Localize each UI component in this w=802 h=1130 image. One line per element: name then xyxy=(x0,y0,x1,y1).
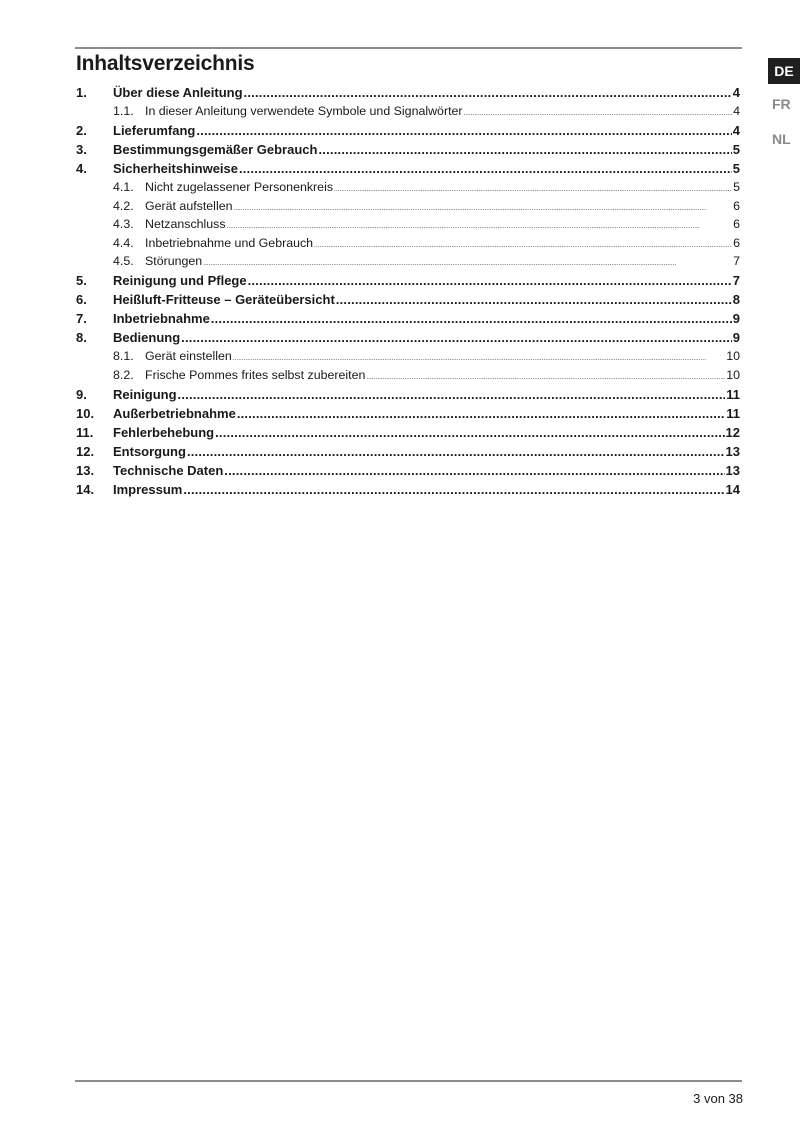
toc-dot-leader xyxy=(314,242,732,249)
toc-entry-title: Reinigung und Pflege xyxy=(113,272,247,288)
page-number: 3 von 38 xyxy=(693,1091,743,1106)
toc-entry-title: Technische Daten xyxy=(113,462,224,478)
toc-dot-leader xyxy=(464,110,733,117)
toc-dot-leader xyxy=(318,142,731,157)
toc-entry-title: Reinigung xyxy=(113,386,177,402)
toc-entry[interactable] xyxy=(76,199,740,218)
toc-entry-title: Bedienung xyxy=(113,330,181,346)
toc-dot-leader xyxy=(203,260,732,267)
toc-dot-leader xyxy=(334,186,732,193)
toc-entry-number: 11. xyxy=(76,424,94,440)
toc-entry-title: Fehlerbehebung xyxy=(113,424,215,440)
toc-dot-leader xyxy=(187,444,725,459)
toc-dot-leader xyxy=(239,161,732,176)
toc-entry-number: 10. xyxy=(76,405,95,421)
toc-dot-leader xyxy=(181,330,732,345)
toc-entry[interactable] xyxy=(76,104,740,123)
page-title: Inhaltsverzeichnis xyxy=(76,52,255,75)
toc-entry[interactable] xyxy=(76,236,740,255)
toc-entry-number: 14. xyxy=(76,481,95,497)
toc-entry-page: 13 xyxy=(725,462,740,478)
toc-entry-title: Störungen xyxy=(145,254,203,269)
toc-entry-number: 4.3. xyxy=(113,217,134,232)
toc-entry[interactable] xyxy=(76,217,740,236)
bottom-divider xyxy=(75,1080,742,1082)
toc-entry-number: 8. xyxy=(76,330,87,346)
toc-dot-leader xyxy=(215,425,724,440)
toc-entry-page: 5 xyxy=(732,160,740,176)
top-divider xyxy=(75,47,742,49)
toc-entry-number: 12. xyxy=(76,443,95,459)
toc-entry-page: 6 xyxy=(733,217,740,232)
toc-entry-number: 1. xyxy=(76,85,87,100)
toc-entry[interactable] xyxy=(76,406,740,425)
toc-entry-number: 7. xyxy=(76,311,87,327)
toc-dot-leader xyxy=(233,205,732,212)
toc-dot-leader xyxy=(244,85,732,100)
toc-entry-number: 3. xyxy=(76,141,87,157)
toc-entry-title: In dieser Anleitung verwendete Symbole und Signalwörter xyxy=(145,104,463,119)
toc-dot-leader xyxy=(336,292,732,307)
toc-entry-title: Frische Pommes frites selbst zubereiten xyxy=(145,367,366,382)
toc-entry-number: 1.1. xyxy=(113,104,134,119)
toc-entry-page: 14 xyxy=(725,481,740,497)
toc-entry-title: Inbetriebnahme und Gebrauch xyxy=(145,235,314,250)
toc-entry-page: 4 xyxy=(732,122,740,138)
toc-entry-title: Lieferumfang xyxy=(113,122,196,138)
toc-entry[interactable] xyxy=(76,85,740,104)
toc-entry-number: 2. xyxy=(76,122,87,138)
toc-entry[interactable] xyxy=(76,254,740,273)
toc-entry-title: Entsorgung xyxy=(113,443,186,459)
toc-entry-page: 6 xyxy=(733,198,740,213)
toc-entry-page: 8 xyxy=(732,292,740,308)
language-tab-fr[interactable]: FR xyxy=(772,96,791,112)
toc-entry-page: 5 xyxy=(733,179,740,194)
toc-dot-leader xyxy=(237,406,725,421)
toc-entry-title: Heißluft-Fritteuse – Geräteübersicht xyxy=(113,292,335,308)
toc-entry-number: 6. xyxy=(76,292,87,308)
toc-entry[interactable] xyxy=(76,482,740,501)
language-tab-de[interactable]: DE xyxy=(768,58,800,84)
toc-entry-title: Gerät aufstellen xyxy=(145,198,233,213)
toc-entry-page: 9 xyxy=(732,330,740,346)
toc-entry[interactable] xyxy=(76,425,740,444)
toc-entry-page: 9 xyxy=(732,311,740,327)
toc-dot-leader xyxy=(248,273,732,288)
toc-entry-number: 9. xyxy=(76,386,87,402)
toc-entry[interactable] xyxy=(76,349,740,368)
toc-entry-page: 10 xyxy=(726,349,740,364)
toc-entry-title: Außerbetriebnahme xyxy=(113,405,236,421)
toc-entry-page: 10 xyxy=(726,367,740,382)
toc-entry[interactable] xyxy=(76,368,740,387)
toc-entry[interactable] xyxy=(76,330,740,349)
toc-dot-leader xyxy=(178,387,726,402)
toc-entry-page: 13 xyxy=(725,443,740,459)
toc-entry-page: 6 xyxy=(733,235,740,250)
toc-dot-leader xyxy=(366,374,725,381)
toc-entry-title: Inbetriebnahme xyxy=(113,311,210,327)
toc-entry-page: 4 xyxy=(732,85,740,100)
toc-entry[interactable] xyxy=(76,273,740,292)
toc-entry-number: 4.4. xyxy=(113,235,134,250)
toc-entry-title: Über diese Anleitung xyxy=(113,85,243,100)
toc-entry-number: 4.2. xyxy=(113,198,134,213)
toc-entry-number: 4.1. xyxy=(113,179,134,194)
table-of-contents xyxy=(76,85,740,501)
toc-entry-page: 11 xyxy=(726,386,740,402)
toc-dot-leader xyxy=(183,482,724,497)
toc-dot-leader xyxy=(211,311,732,326)
toc-entry-page: 11 xyxy=(726,405,740,421)
toc-entry-number: 4. xyxy=(76,160,87,176)
toc-entry-page: 4 xyxy=(733,104,740,119)
toc-entry-page: 5 xyxy=(732,141,740,157)
toc-entry-title: Gerät einstellen xyxy=(145,349,232,364)
toc-entry[interactable] xyxy=(76,444,740,463)
toc-entry-title: Bestimmungsgemäßer Gebrauch xyxy=(113,141,318,157)
toc-entry[interactable] xyxy=(76,311,740,330)
toc-entry[interactable] xyxy=(76,292,740,311)
toc-entry-title: Sicherheitshinweise xyxy=(113,160,238,176)
toc-entry[interactable] xyxy=(76,387,740,406)
toc-entry-page: 12 xyxy=(725,424,740,440)
toc-entry[interactable] xyxy=(76,180,740,199)
toc-entry-number: 5. xyxy=(76,272,87,288)
toc-entry-number: 8.2. xyxy=(113,367,134,382)
toc-dot-leader xyxy=(196,123,731,138)
toc-entry-page: 7 xyxy=(733,254,740,269)
toc-entry-number: 4.5. xyxy=(113,254,134,269)
toc-entry-title: Impressum xyxy=(113,481,183,497)
toc-entry[interactable] xyxy=(76,463,740,482)
toc-entry-number: 8.1. xyxy=(113,349,134,364)
toc-entry-number: 13. xyxy=(76,462,95,478)
toc-entry[interactable] xyxy=(76,161,740,180)
toc-dot-leader xyxy=(233,355,725,362)
toc-dot-leader xyxy=(227,223,733,230)
toc-dot-leader xyxy=(224,463,724,478)
toc-entry-title: Netzanschluss xyxy=(145,217,226,232)
toc-entry[interactable] xyxy=(76,142,740,161)
language-tab-nl[interactable]: NL xyxy=(772,131,791,147)
toc-entry-title: Nicht zugelassener Personenkreis xyxy=(145,179,334,194)
toc-entry-page: 7 xyxy=(732,272,740,288)
toc-entry[interactable] xyxy=(76,123,740,142)
